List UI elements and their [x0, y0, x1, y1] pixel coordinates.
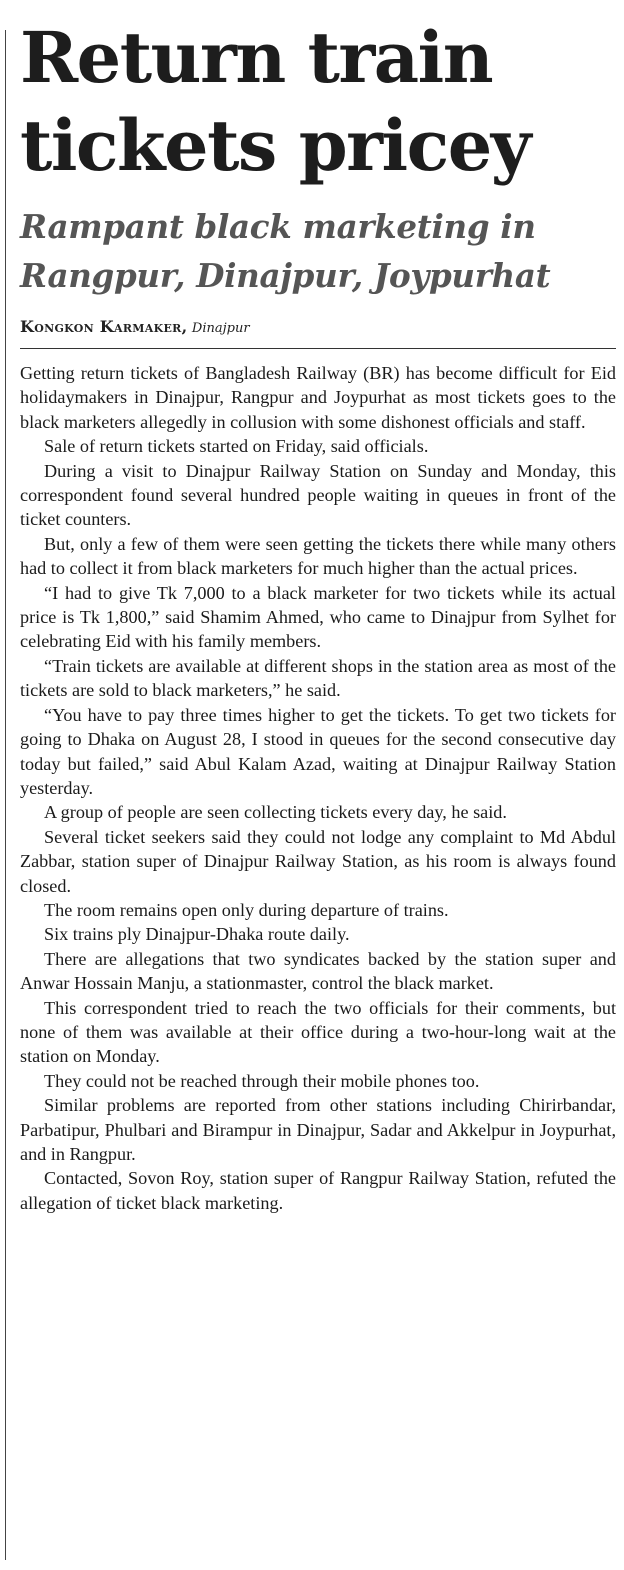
body-paragraph: “You have to pay three times higher to get the tickets. To get two tickets for going to Dhaka on August 28, I stood in queues for the second consecutive day today but failed,” said Abul Kalam Azad, waiting at Dinajpur Railway Station yesterday. [20, 704, 616, 798]
body-paragraph: Several ticket seekers said they could not lodge any complaint to Md Abdul Zabbar, station super of Dinajpur Railway Station, as his room is always found closed. [20, 826, 616, 896]
body-paragraph: During a visit to Dinajpur Railway Station on Sunday and Monday, this correspondent found several hundred people waiting in queues in front of the ticket counters. [20, 460, 616, 530]
byline-dateline: Dinajpur [191, 321, 250, 336]
body-paragraph: They could not be reached through their mobile phones too. [44, 1070, 480, 1091]
body-paragraph: There are allegations that two syndicates backed by the station super and Anwar Hossain Manju, a stationmaster, control the black market. [20, 948, 616, 994]
body-paragraph: This correspondent tried to reach the two officials for their comments, but none of them was available at their office during a two-hour-long wait at the station on Monday. [20, 997, 616, 1067]
headline: Return train tickets pricey [20, 16, 530, 187]
body-paragraph: Contacted, Sovon Roy, station super of Rangpur Railway Station, refuted the allegation of ticket black marketing. [20, 1168, 616, 1213]
body-paragraph: Six trains ply Dinajpur-Dhaka route daily. [44, 924, 350, 945]
body-paragraph: “I had to give Tk 7,000 to a black marketer for two tickets while its actual price is Tk 1,800,” said Shamim Ahmed, who came to Dinajpur from Sylhet for celebrating Eid with his family members. [20, 582, 616, 652]
byline-divider [20, 348, 616, 349]
subheadline: Rampant black marketing in Rangpur, Dinajpur, Joypurhat [20, 207, 551, 295]
byline [20, 318, 616, 338]
body-paragraph: Similar problems are reported from other stations including Chirirbandar, Parbatipur, Phulbari and Birampur in Dinajpur, Sadar and Akkelpur in Joypurhat, and in Rangpur. [20, 1095, 616, 1164]
column-rule [5, 30, 6, 1560]
body-paragraph: Sale of return tickets started on Friday, said officials. [44, 436, 429, 457]
body-paragraph: But, only a few of them were seen getting the tickets there while many others had to collect it from black marketers for much higher than the actual prices. [20, 533, 616, 579]
body-paragraph: Getting return tickets of Bangladesh Railway (BR) has become difficult for Eid holidaymakers in Dinajpur, Rangpur and Joypurhat as most tickets goes to the black marketers allegedly in collusion with some dishonest officials and staff. [20, 363, 616, 432]
body-paragraph: A group of people are seen collecting tickets every day, he said. [44, 802, 507, 823]
body-paragraph: “Train tickets are available at different shops in the station area as most of the tickets are sold to black marketers,” he said. [20, 655, 616, 701]
news-article [20, 14, 616, 1215]
byline-author: Kongkon Karmaker, [20, 317, 188, 336]
article-body [20, 361, 616, 1215]
body-paragraph: The room remains open only during departure of trains. [44, 899, 449, 920]
